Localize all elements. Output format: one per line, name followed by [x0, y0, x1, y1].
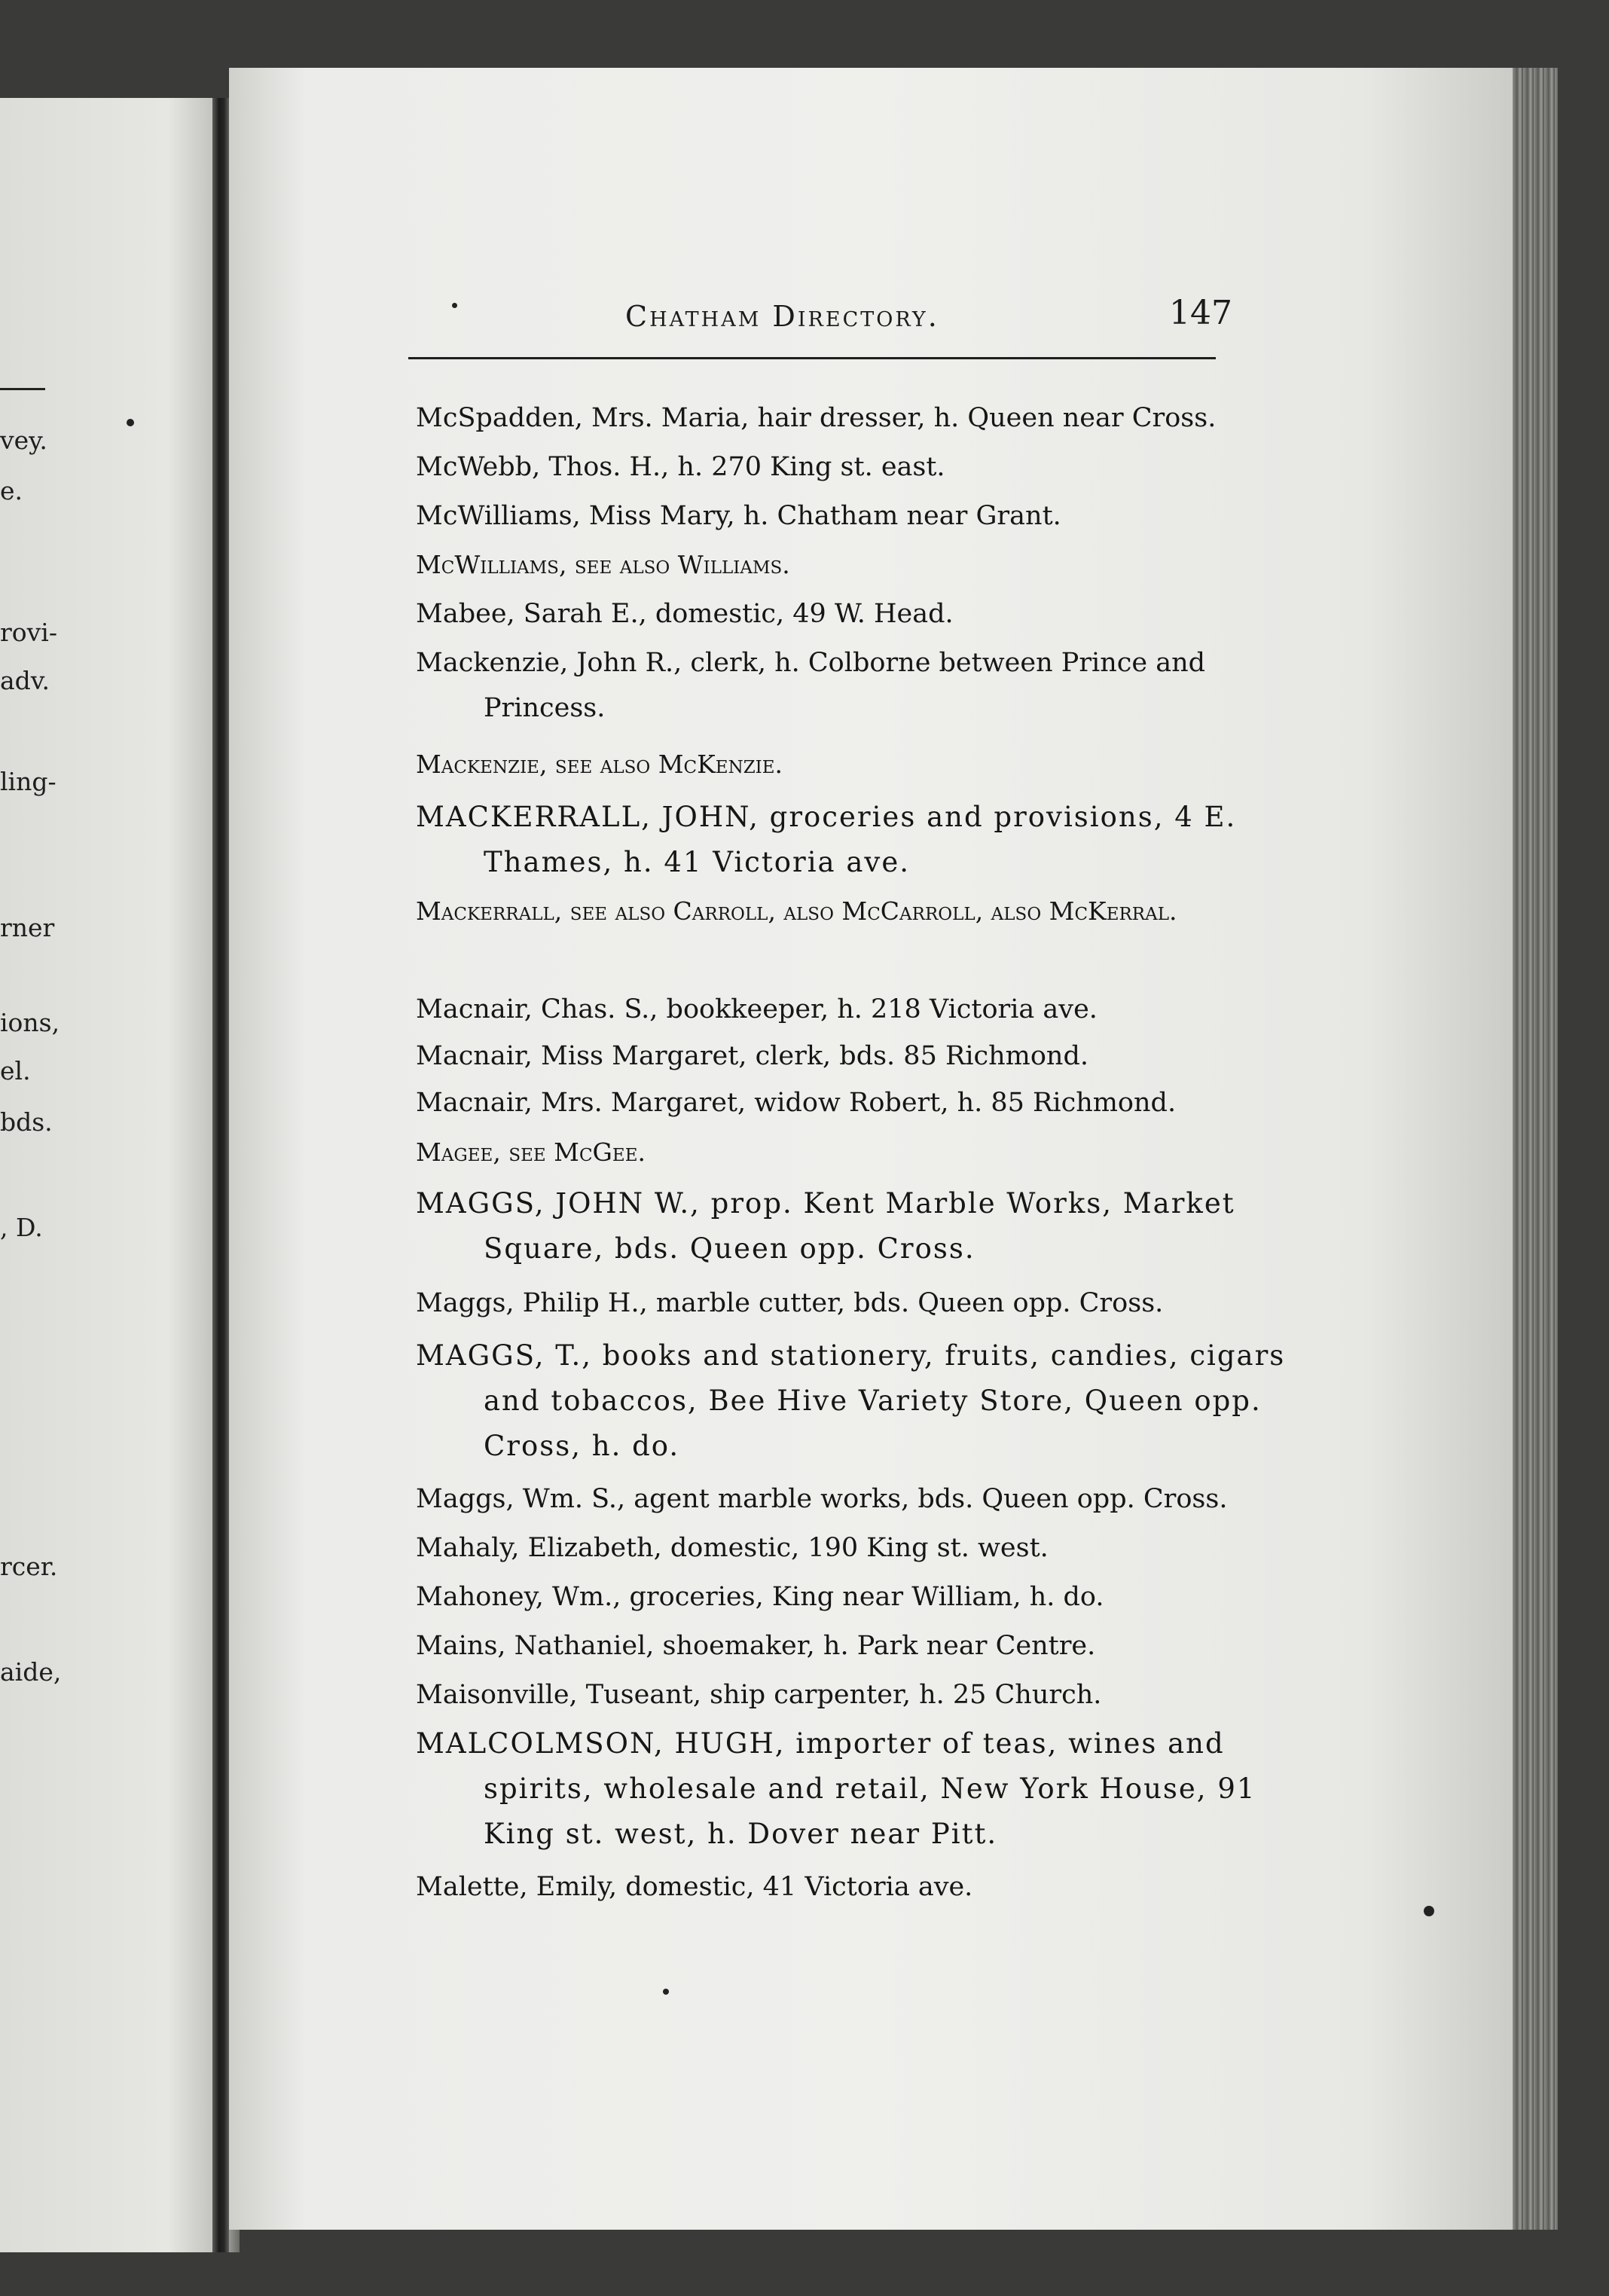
directory-entry: Maisonville, Tuseant, ship carpenter, h. 25 Church.: [416, 1680, 1102, 1710]
directory-entry: Maggs, Philip H., marble cutter, bds. Queen opp. Cross.: [416, 1288, 1164, 1318]
left-page-fragment: rcer.: [0, 1552, 58, 1581]
directory-entry: Mackenzie, John R., clerk, h. Colborne between Prince and Princess.: [416, 648, 1206, 723]
book-gutter: [212, 98, 229, 2252]
directory-entry: Malette, Emily, domestic, 41 Victoria ave.: [416, 1872, 973, 1902]
directory-entry: Macnair, Miss Margaret, clerk, bds. 85 Richmond.: [416, 1041, 1088, 1071]
left-page-fragment: adv.: [0, 666, 50, 695]
directory-entry: Macnair, Mrs. Margaret, widow Robert, h. 85 Richmond.: [416, 1088, 1177, 1118]
directory-entry: McWilliams, see also Williams.: [416, 550, 790, 579]
page-edge: [1513, 68, 1558, 2230]
directory-entry: Mackenzie, see also McKenzie.: [416, 750, 783, 779]
ink-speck: [1424, 1906, 1434, 1916]
directory-entry: MAGGS, JOHN W., prop. Kent Marble Works, Market Square, bds. Queen opp. Cross.: [416, 1187, 1235, 1265]
directory-entry: Mabee, Sarah E., domestic, 49 W. Head.: [416, 599, 954, 629]
left-page-fragment: rovi-: [0, 618, 57, 647]
left-page-fragment: ling-: [0, 767, 56, 796]
directory-entry: MAGGS, T., books and stationery, fruits, candies, cigars and tobaccos, Bee Hive Variety Store, Queen opp. Cross, h. do.: [416, 1339, 1286, 1462]
left-page-fragment: bds.: [0, 1107, 53, 1137]
directory-entry: MALCOLMSON, HUGH, importer of teas, wines and spirits, wholesale and retail, New York House, 91 King st. west, h. Dover near Pitt.: [416, 1727, 1256, 1850]
ink-speck: [127, 419, 134, 426]
directory-entry: MACKERRALL, JOHN, groceries and provisions, 4 E. Thames, h. 41 Victoria ave.: [416, 801, 1237, 878]
left-page-rule: [0, 388, 45, 390]
ink-speck: [663, 1989, 669, 1995]
header-rule: [408, 357, 1216, 359]
directory-entry: McSpadden, Mrs. Maria, hair dresser, h. Queen near Cross.: [416, 403, 1217, 433]
left-page-fragment: vey.: [0, 426, 47, 455]
directory-entry: McWebb, Thos. H., h. 270 King st. east.: [416, 452, 945, 482]
running-header: Chatham Directory.: [625, 300, 939, 333]
left-page-fragment: ions,: [0, 1008, 60, 1037]
directory-entry: Mackerrall, see also Carroll, also McCarroll, also McKerral.: [416, 896, 1177, 926]
page-number: 147: [1169, 294, 1232, 332]
left-page-fragment: , D.: [0, 1213, 43, 1242]
directory-entry: Mahoney, Wm., groceries, King near William, h. do.: [416, 1582, 1104, 1612]
ink-speck: [452, 303, 457, 308]
directory-entry: Maggs, Wm. S., agent marble works, bds. Queen opp. Cross.: [416, 1484, 1228, 1514]
left-page: [0, 98, 240, 2252]
directory-entry: Macnair, Chas. S., bookkeeper, h. 218 Victoria ave.: [416, 994, 1098, 1024]
directory-entry: Magee, see McGee.: [416, 1137, 646, 1167]
directory-entry: Mains, Nathaniel, shoemaker, h. Park near Centre.: [416, 1631, 1096, 1661]
left-page-fragment: e.: [0, 476, 23, 505]
directory-entry: Mahaly, Elizabeth, domestic, 190 King st. west.: [416, 1533, 1049, 1563]
left-page-fragment: el.: [0, 1056, 31, 1085]
left-page-fragment: aide,: [0, 1657, 62, 1687]
directory-entry: McWilliams, Miss Mary, h. Chatham near Grant.: [416, 501, 1061, 531]
left-page-fragment: rner: [0, 913, 55, 942]
